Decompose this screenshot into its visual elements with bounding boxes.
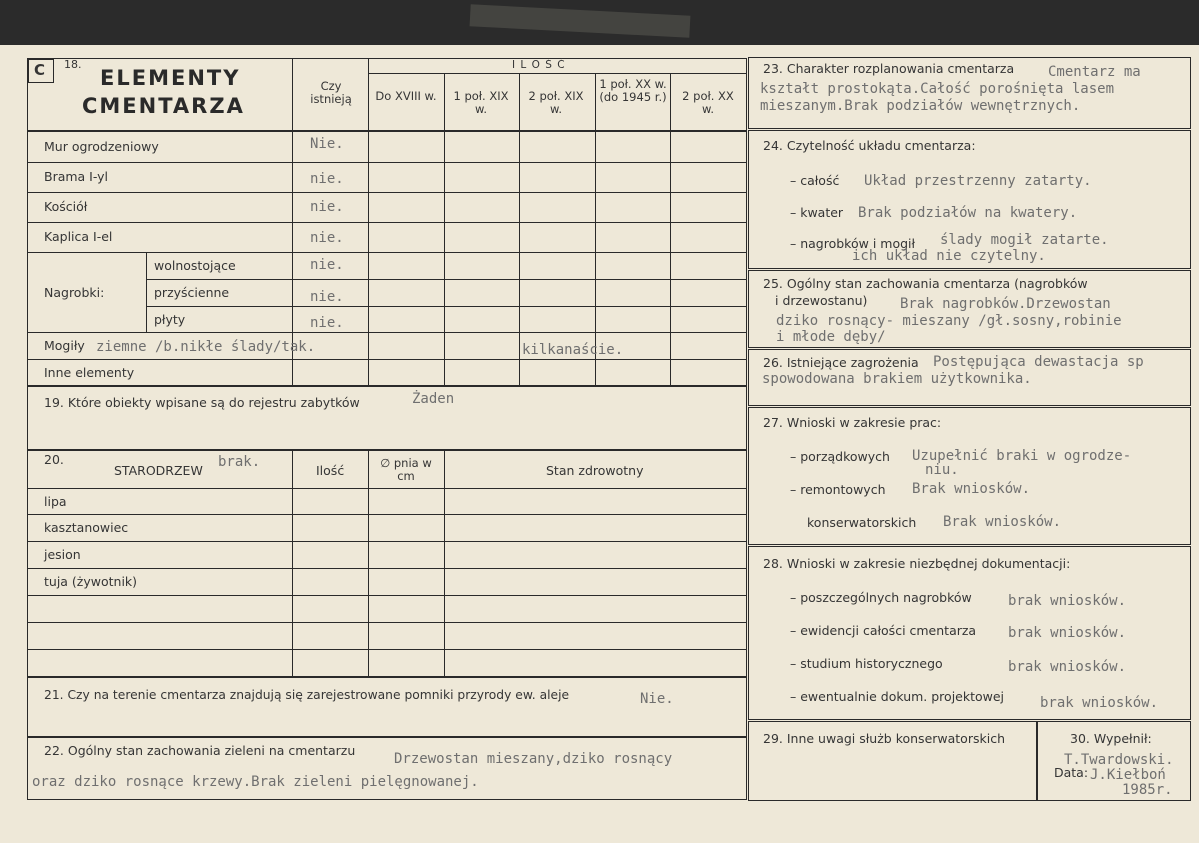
nagrobki-row-value: nie. — [310, 315, 344, 331]
s28-item-value: brak wniosków. — [1008, 625, 1127, 641]
row-value: nie. — [310, 230, 344, 246]
s24-item-label: – całość — [790, 173, 840, 188]
s30-name: T.Twardowski. — [1064, 752, 1174, 768]
grid-line — [28, 622, 746, 623]
s21-label: 21. Czy na terenie cmentarza znajdują się zarejestrowane pomniki przyrody ew. aleje — [44, 688, 570, 702]
nagrobki-label: Nagrobki: — [44, 285, 105, 300]
s18-title-line2: CMENTARZA — [82, 94, 245, 118]
s22-value: Drzewostan mieszany,dziko rosnący — [394, 751, 673, 767]
grid-line — [28, 514, 746, 515]
s24-item-value: Brak podziałów na kwatery. — [858, 205, 1078, 221]
grid-line — [146, 279, 746, 280]
col-header-2: 2 poł. XIX w. — [528, 89, 584, 116]
s28-item-label: – ewentualnie dokum. projektowej — [790, 689, 1005, 704]
s30-data-label: Data: — [1054, 765, 1089, 780]
grid-line — [292, 450, 293, 676]
grid-line — [28, 130, 746, 132]
grid-line — [146, 306, 746, 307]
s25-value: dziko rosnący- mieszany /gł.sosny,robinie — [776, 313, 1122, 329]
nagrobki-row-value: nie. — [310, 289, 344, 305]
tree-row: tuja (żywotnik) — [44, 574, 138, 589]
row-value: Nie. — [310, 136, 344, 152]
s28-item-value: brak wniosków. — [1040, 695, 1159, 711]
czy-istnieja-header: Czy istnieją — [310, 79, 352, 106]
row-label: Kaplica I-el — [44, 229, 113, 244]
s27-item-value: Brak wniosków. — [943, 514, 1062, 530]
s27-item-value: Uzupełnić braki w ogrodze- — [912, 448, 1132, 464]
s26-label: 26. Istniejące zagrożenia — [763, 355, 919, 370]
section-code: C — [34, 61, 46, 79]
mogily-count: kilkanaście. — [522, 342, 624, 358]
binding-strip — [0, 0, 1199, 48]
grid-line — [28, 449, 746, 451]
s27-label: 27. Wnioski w zakresie prac: — [763, 415, 942, 430]
grid-line — [28, 736, 746, 738]
nagrobki-row-value: nie. — [310, 257, 344, 273]
s27-item-value: Brak wniosków. — [912, 481, 1031, 497]
s30-year: 1985r. — [1122, 782, 1173, 798]
tree-row: lipa — [44, 494, 67, 509]
s25-label: i drzewostanu) — [775, 293, 868, 308]
grid-line — [28, 568, 746, 569]
s28-item-label: – ewidencji całości cmentarza — [790, 623, 977, 638]
s21-value: Nie. — [640, 691, 674, 707]
s25-value: i młode dęby/ — [776, 329, 886, 345]
row-label: Kościół — [44, 199, 88, 214]
col-header-3: 1 poł. XX w. (do 1945 r.) — [599, 77, 667, 104]
s28-item-label: – studium historycznego — [790, 656, 943, 671]
row-value: nie. — [310, 199, 344, 215]
mogily-value: ziemne /b.nikłe ślady/tak. — [96, 339, 316, 355]
s19-value: Żaden — [412, 391, 455, 407]
s29-label: 29. Inne uwagi służb konserwatorskich — [763, 731, 1005, 746]
grid-line — [670, 73, 671, 385]
grid-line — [28, 359, 746, 360]
col-header-0: Do XVIII w. — [375, 89, 437, 103]
s25-value: Brak nagrobków.Drzewostan — [900, 296, 1111, 312]
s28-item-value: brak wniosków. — [1008, 593, 1127, 609]
s20-value: brak. — [218, 454, 261, 470]
nagrobki-row-label: wolnostojące — [154, 258, 236, 273]
s23-value: mieszanym.Brak podziałów wewnętrznych. — [760, 98, 1081, 114]
grid-line — [28, 162, 746, 163]
row-label: Brama I-yl — [44, 169, 109, 184]
s20-ilosc-header: Ilość — [316, 463, 345, 478]
tape-remnant — [470, 4, 691, 37]
grid-line — [146, 252, 147, 332]
grid-line — [28, 541, 746, 542]
s22-label: 22. Ogólny stan zachowania zieleni na cmentarzu — [44, 743, 356, 758]
s20-title: STARODRZEW — [114, 463, 203, 478]
grid-line — [28, 676, 746, 678]
s30-label: 30. Wypełnił: — [1070, 731, 1152, 746]
grid-line — [444, 73, 445, 385]
s30-name: J.Kiełboń — [1090, 767, 1166, 783]
grid-line — [28, 488, 746, 489]
grid-line — [519, 73, 520, 385]
s23-value: kształt prostokąta.Całość porośnięta lasem — [760, 81, 1115, 97]
grid-line — [595, 73, 596, 385]
ilosc-header: I L O Ś Ć — [512, 59, 566, 71]
grid-line — [28, 385, 746, 387]
tree-row: kasztanowiec — [44, 520, 129, 535]
col-header-4: 2 poł. XX w. — [682, 89, 734, 116]
s28-item-label: – poszczególnych nagrobków — [790, 590, 972, 605]
s20-number: 20. — [44, 452, 64, 467]
grid-line — [28, 192, 746, 193]
row-value: nie. — [310, 171, 344, 187]
inne-elementy-label: Inne elementy — [44, 365, 135, 380]
s26-value: spowodowana brakiem użytkownika. — [762, 371, 1032, 387]
s24-item-label: – kwater — [790, 205, 844, 220]
s23-label: 23. Charakter rozplanowania cmentarza — [763, 61, 1015, 76]
s26-value: Postępująca dewastacja sp — [933, 354, 1144, 370]
s24-item-value: Układ przestrzenny zatarty. — [864, 173, 1092, 189]
col-header-1: 1 poł. XIX w. — [453, 89, 509, 116]
row-label: Mur ogrodzeniowy — [44, 139, 159, 154]
s28-item-value: brak wniosków. — [1008, 659, 1127, 675]
grid-line — [28, 332, 746, 333]
s24-item-label: – nagrobków i mogił — [790, 236, 916, 251]
grid-line — [368, 73, 746, 74]
s18-number: 18. — [64, 58, 82, 71]
s23-value: Cmentarz ma — [1048, 64, 1141, 80]
s20-pnia-header: ∅ pnia w cm — [380, 456, 432, 483]
mogily-label: Mogiły — [44, 338, 85, 353]
grid-line — [368, 450, 369, 676]
nagrobki-row-label: przyścienne — [154, 285, 230, 300]
s24-label: 24. Czytelność układu cmentarza: — [763, 138, 976, 153]
grid-line — [444, 450, 445, 676]
s24-item-extra: ich układ nie czytelny. — [852, 248, 1046, 264]
s22-value: oraz dziko rosnące krzewy.Brak zieleni pielęgnowanej. — [32, 774, 479, 790]
s27-item-value: niu. — [925, 462, 959, 478]
grid-line — [28, 252, 746, 253]
tree-row: jesion — [44, 547, 81, 562]
s18-title-line1: ELEMENTY — [100, 66, 241, 90]
s25-label: 25. Ogólny stan zachowania cmentarza (nagrobków — [763, 276, 1088, 291]
s27-item-label: konserwatorskich — [807, 515, 917, 530]
s24-item-value: ślady mogił zatarte. — [940, 232, 1109, 248]
s27-item-label: – remontowych — [790, 482, 886, 497]
nagrobki-row-label: płyty — [154, 312, 186, 327]
s19-label: 19. Które obiekty wpisane są do rejestru zabytków — [44, 395, 360, 410]
s28-label: 28. Wnioski w zakresie niezbędnej dokumentacji: — [763, 556, 1071, 571]
grid-line — [28, 222, 746, 223]
s27-item-label: – porządkowych — [790, 449, 890, 464]
s20-stan-header: Stan zdrowotny — [546, 463, 644, 478]
grid-line — [28, 595, 746, 596]
grid-line — [28, 649, 746, 650]
